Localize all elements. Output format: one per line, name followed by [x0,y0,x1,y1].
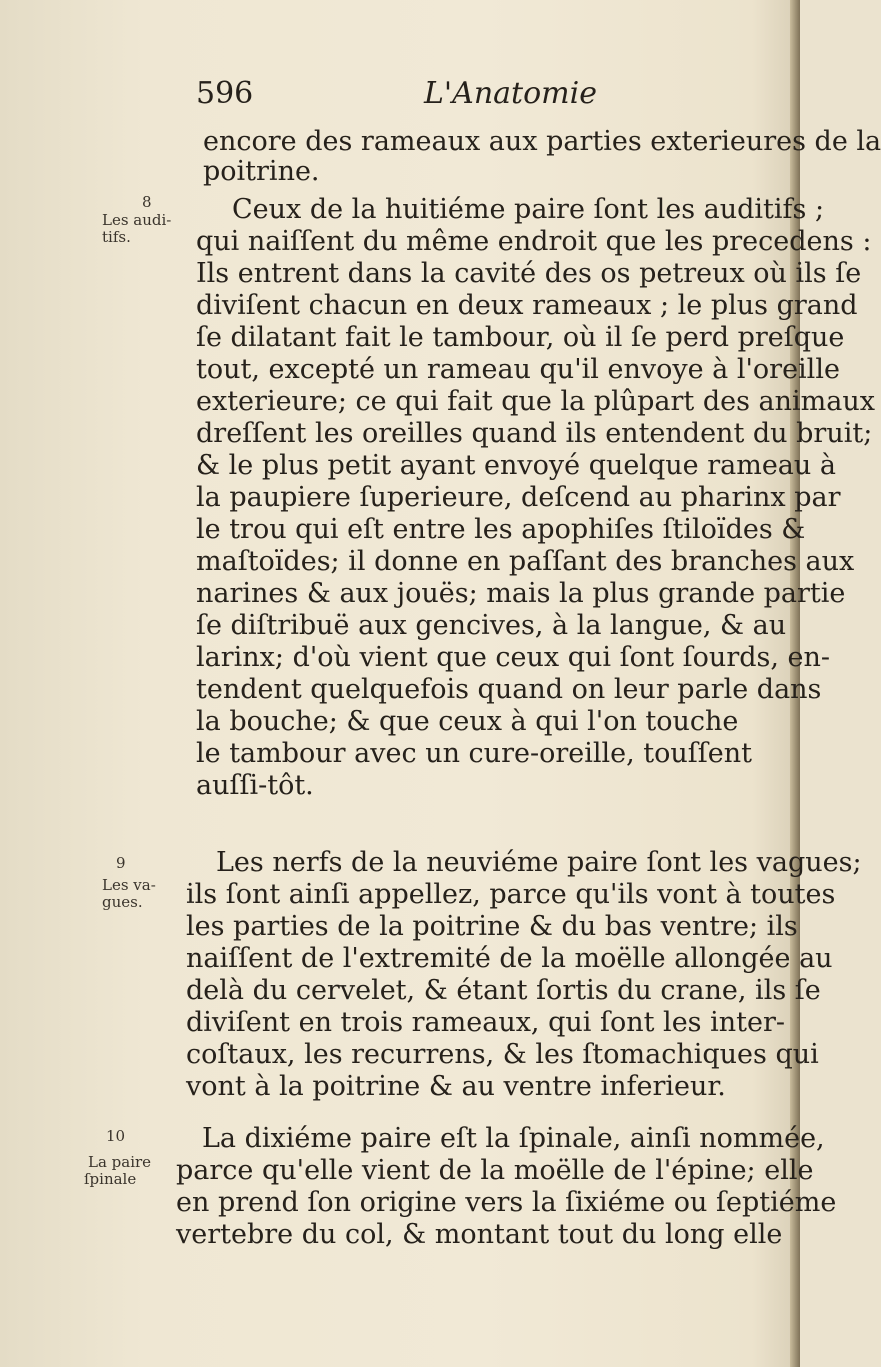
text-line: dreſſent les oreilles quand ils entendent du bruit; [196,418,873,449]
text-line: maſtoïdes; il donne en paſſant des branches aux [196,546,855,577]
text-line: Les nerfs de la neuviéme paire ſont les vagues; [216,847,862,878]
text-line: narines & aux jouës; mais la plus grande partie [196,578,846,609]
text-line: naiſſent de l'extremité de la moëlle allongée au [186,943,833,974]
text-line: larinx; d'où vient que ceux qui ſont ſourds, en- [196,642,831,673]
text-line: poitrine. [203,156,320,187]
text-line: exterieure; ce qui fait que la plûpart des animaux [196,386,875,417]
text-line: parce qu'elle vient de la moëlle de l'épine; elle [176,1155,814,1186]
text-line: tout, excepté un rameau qu'il envoye à l'oreille [196,354,840,385]
margin-note-label: Les audi- [102,211,172,229]
page-header [196,76,626,120]
text-line: encore des rameaux aux parties exterieures de la [203,126,881,157]
text-line: qui naiſſent du même endroit que les precedens : [196,226,872,257]
text-line: tendent quelquefois quand on leur parle dans [196,674,822,705]
margin-note-label: La paire [88,1153,152,1171]
text-line: le trou qui eſt entre les apophiſes ſtiloïdes & [196,514,806,545]
text-line: La dixiéme paire eſt la ſpinale, ainſi nommée, [202,1123,825,1154]
text-line: ſe dilatant fait le tambour, où il ſe perd preſque [196,322,845,353]
margin-note-label: Les va- [102,876,156,894]
text-line: & le plus petit ayant envoyé quelque rameau à [196,450,836,481]
text-line: auſſi-tôt. [196,770,314,801]
text-line: ils ſont ainſi appellez, parce qu'ils vont à toutes [186,879,836,910]
margin-note-number: 8 [142,193,152,211]
text-line: delà du cervelet, & étant ſortis du crane, ils ſe [186,975,821,1006]
text-line: Ceux de la huitiéme paire ſont les auditifs ; [232,194,825,225]
text-line: le tambour avec un cure-oreille, touſſent [196,738,752,769]
text-line: en prend ſon origine vers la ſixiéme ou ſeptiéme [176,1187,837,1218]
margin-note-number: 10 [106,1127,126,1145]
margin-note-label: gues. [102,893,143,911]
text-line: coſtaux, les recurrens, & les ſtomachiques qui [186,1039,819,1070]
text-line: Ils entrent dans la cavité des os petreux où ils ſe [196,258,862,289]
running-title: L'Anatomie [424,76,597,111]
text-line: les parties de la poitrine & du bas ventre; ils [186,911,798,942]
text-line: vertebre du col, & montant tout du long elle [176,1219,783,1250]
page-number: 596 [196,76,254,111]
text-line: diviſent chacun en deux rameaux ; le plus grand [196,290,858,321]
text-line: ſe diſtribuë aux gencives, à la langue, & au [196,610,787,641]
text-line: la paupiere ſuperieure, deſcend au pharinx par [196,482,841,513]
margin-note-label: tifs. [102,228,131,246]
margin-note-label: ſpinale [84,1170,137,1188]
margin-note-number: 9 [116,854,126,872]
text-line: la bouche; & que ceux à qui l'on touche [196,706,739,737]
text-line: diviſent en trois rameaux, qui ſont les inter- [186,1007,785,1038]
text-line: vont à la poitrine & au ventre inferieur. [186,1071,726,1102]
